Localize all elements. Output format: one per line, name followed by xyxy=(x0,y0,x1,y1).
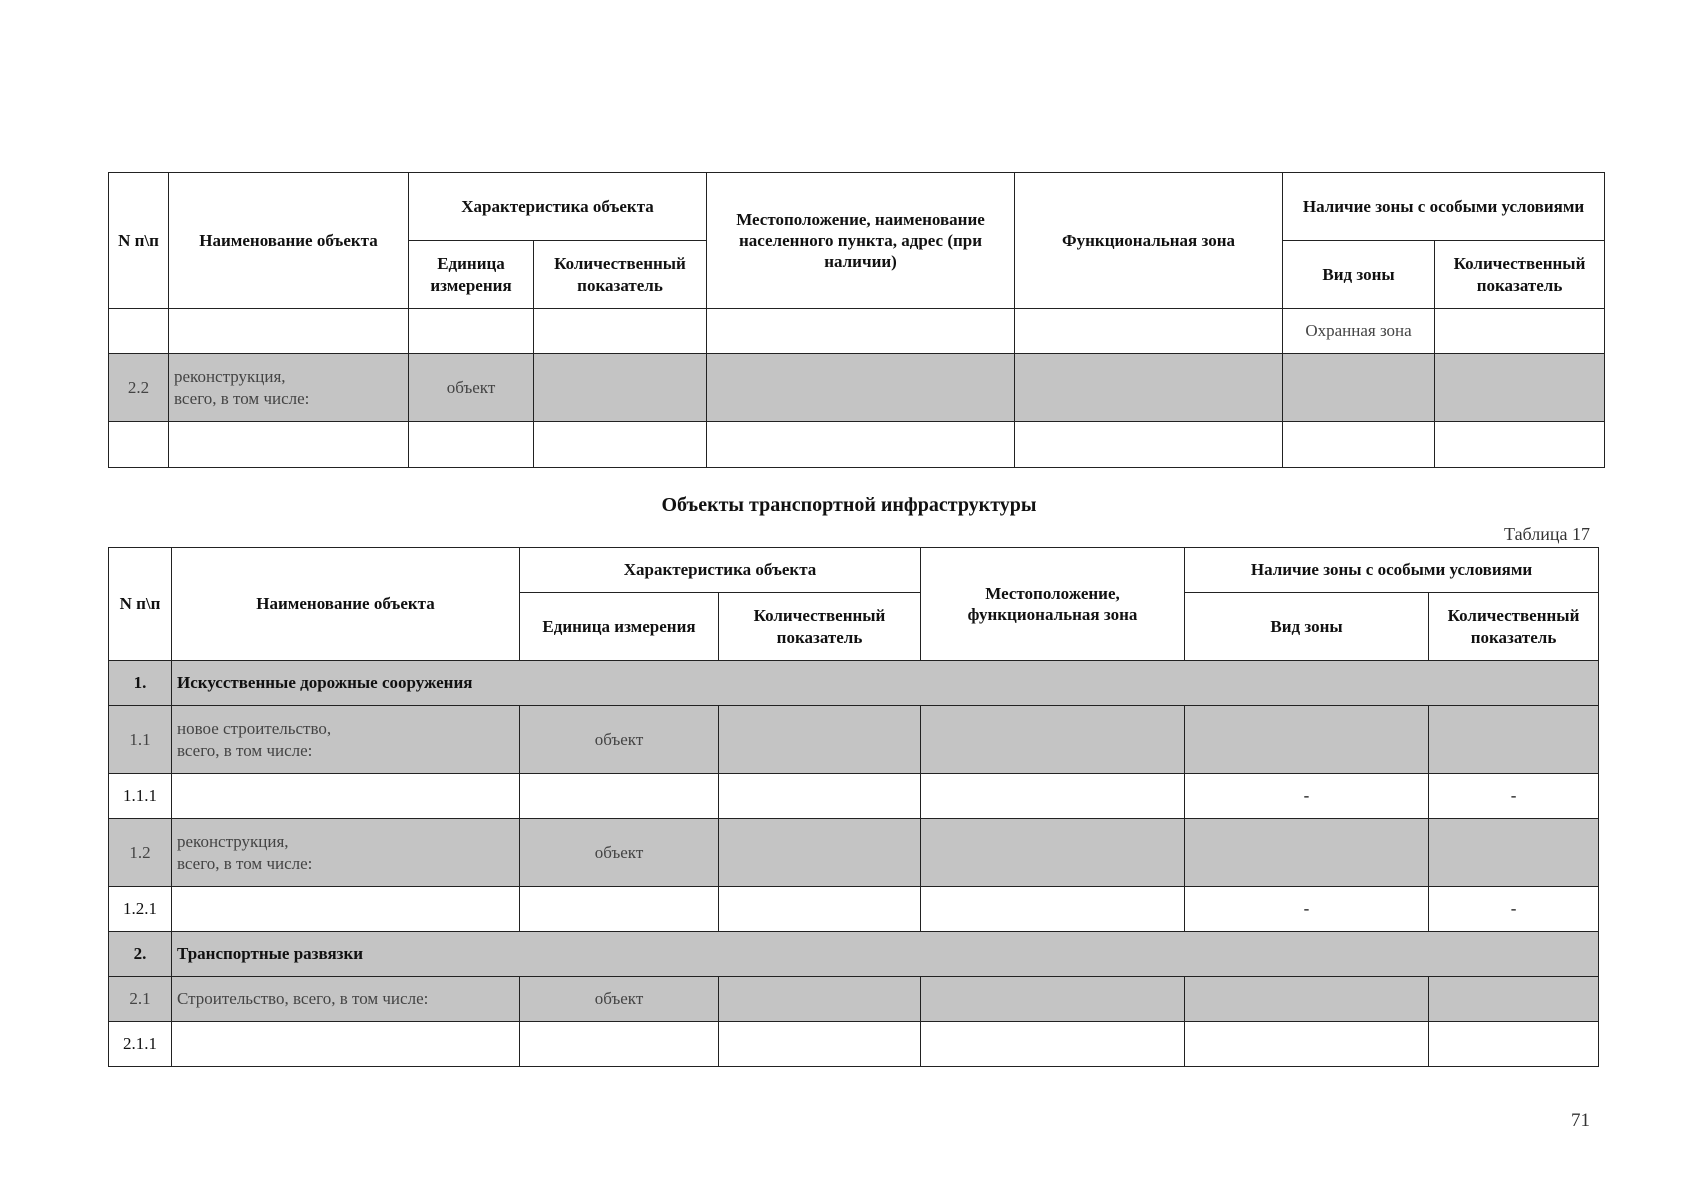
cell-unit xyxy=(520,1022,719,1067)
cell-zone-type xyxy=(1185,1022,1429,1067)
table-row xyxy=(109,1022,1599,1067)
cell-num: 2. xyxy=(109,932,172,977)
header-name: Наименование объекта xyxy=(169,173,409,309)
cell-quantity xyxy=(534,309,707,354)
cell-name xyxy=(169,309,409,354)
cell-functional-zone xyxy=(1015,309,1283,354)
cell-functional-zone xyxy=(1015,422,1283,468)
table-row xyxy=(109,774,1599,819)
page-number: 71 xyxy=(1571,1110,1590,1131)
cell-num: 2.1 xyxy=(109,977,172,1022)
cell-unit: объект xyxy=(520,977,719,1022)
cell-section-title: Искусственные дорожные сооружения xyxy=(172,661,1599,706)
header-num: N п\п xyxy=(109,548,172,661)
header-zone-quantity: Количественный показатель xyxy=(1429,593,1599,661)
cell-name xyxy=(172,706,520,774)
cell-quantity xyxy=(719,819,921,887)
header-location: Местоположение, функциональная зона xyxy=(921,548,1185,661)
cell-zone-type xyxy=(1283,422,1435,468)
cell-quantity xyxy=(534,422,707,468)
cell-name xyxy=(169,354,409,422)
name-line: всего, в том числе: xyxy=(177,853,313,873)
cell-location xyxy=(707,354,1015,422)
cell-num: 1.2 xyxy=(109,819,172,887)
name-line: всего, в том числе: xyxy=(177,740,313,760)
header-quantity: Количественный показатель xyxy=(534,241,707,309)
cell-zone-quantity xyxy=(1429,977,1599,1022)
cell-zone-quantity xyxy=(1435,422,1605,468)
cell-zone-quantity: - xyxy=(1429,774,1599,819)
cell-unit: объект xyxy=(520,819,719,887)
name-line: новое строительство, xyxy=(177,719,332,739)
table-label: Таблица 17 xyxy=(1504,524,1590,544)
cell-zone-type: - xyxy=(1185,774,1429,819)
cell-zone-type: Охранная зона xyxy=(1283,309,1435,354)
cell-location xyxy=(921,819,1185,887)
cell-zone-type xyxy=(1185,819,1429,887)
cell-zone-type xyxy=(1283,354,1435,422)
table-row xyxy=(109,422,1605,468)
table-section-row xyxy=(109,661,1599,706)
cell-location xyxy=(707,309,1015,354)
cell-zone-quantity: - xyxy=(1429,887,1599,932)
cell-quantity xyxy=(719,977,921,1022)
cell-location xyxy=(921,706,1185,774)
header-zone-type: Вид зоны xyxy=(1283,241,1435,309)
cell-name xyxy=(172,1022,520,1067)
cell-unit: объект xyxy=(520,706,719,774)
table-row xyxy=(109,887,1599,932)
cell-location xyxy=(921,774,1185,819)
cell-quantity xyxy=(719,706,921,774)
header-characteristic: Характеристика объекта xyxy=(409,173,707,241)
cell-unit xyxy=(520,774,719,819)
cell-num: 2.1.1 xyxy=(109,1022,172,1067)
header-zone-quantity: Количественный показатель xyxy=(1435,241,1605,309)
cell-zone-quantity xyxy=(1429,1022,1599,1067)
table-row xyxy=(109,354,1605,422)
cell-name: Строительство, всего, в том числе: xyxy=(172,977,520,1022)
cell-functional-zone xyxy=(1015,354,1283,422)
cell-num xyxy=(109,309,169,354)
cell-num xyxy=(109,422,169,468)
header-special-zone: Наличие зоны с особыми условиями xyxy=(1185,548,1599,593)
header-num: N п\п xyxy=(109,173,169,309)
cell-zone-type xyxy=(1185,977,1429,1022)
cell-location xyxy=(921,1022,1185,1067)
table-row xyxy=(109,977,1599,1022)
cell-name xyxy=(172,774,520,819)
table-section-row xyxy=(109,932,1599,977)
cell-num: 1.2.1 xyxy=(109,887,172,932)
cell-unit xyxy=(520,887,719,932)
header-quantity: Количественный показатель xyxy=(719,593,921,661)
name-line: всего, в том числе: xyxy=(174,388,310,408)
cell-name xyxy=(169,422,409,468)
header-unit: Единица измерения xyxy=(409,241,534,309)
table-row xyxy=(109,309,1605,354)
header-location: Местоположение, наименование населенного пункта, адрес (при наличии) xyxy=(707,173,1015,309)
cell-location xyxy=(921,887,1185,932)
header-unit: Единица измерения xyxy=(520,593,719,661)
cell-unit xyxy=(409,309,534,354)
name-line: реконструкция, xyxy=(174,367,286,387)
cell-quantity xyxy=(719,774,921,819)
cell-num: 1. xyxy=(109,661,172,706)
name-line: реконструкция, xyxy=(177,832,289,852)
cell-unit xyxy=(409,422,534,468)
cell-quantity xyxy=(534,354,707,422)
cell-zone-quantity xyxy=(1429,706,1599,774)
cell-num: 1.1.1 xyxy=(109,774,172,819)
table-transport xyxy=(108,547,1599,1067)
header-functional-zone: Функциональная зона xyxy=(1015,173,1283,309)
cell-quantity xyxy=(719,887,921,932)
cell-quantity xyxy=(719,1022,921,1067)
cell-zone-quantity xyxy=(1435,309,1605,354)
cell-section-title: Транспортные развязки xyxy=(172,932,1599,977)
header-characteristic: Характеристика объекта xyxy=(520,548,921,593)
cell-num: 2.2 xyxy=(109,354,169,422)
header-zone-type: Вид зоны xyxy=(1185,593,1429,661)
cell-name xyxy=(172,887,520,932)
cell-unit: объект xyxy=(409,354,534,422)
table-row xyxy=(109,819,1599,887)
cell-location xyxy=(707,422,1015,468)
cell-location xyxy=(921,977,1185,1022)
table-row xyxy=(109,706,1599,774)
cell-zone-type xyxy=(1185,706,1429,774)
cell-name xyxy=(172,819,520,887)
section-title: Объекты транспортной инфраструктуры xyxy=(661,494,1037,516)
table-previous xyxy=(108,172,1605,468)
cell-zone-quantity xyxy=(1429,819,1599,887)
cell-zone-quantity xyxy=(1435,354,1605,422)
cell-num: 1.1 xyxy=(109,706,172,774)
header-special-zone: Наличие зоны с особыми условиями xyxy=(1283,173,1605,241)
cell-zone-type: - xyxy=(1185,887,1429,932)
header-name: Наименование объекта xyxy=(172,548,520,661)
